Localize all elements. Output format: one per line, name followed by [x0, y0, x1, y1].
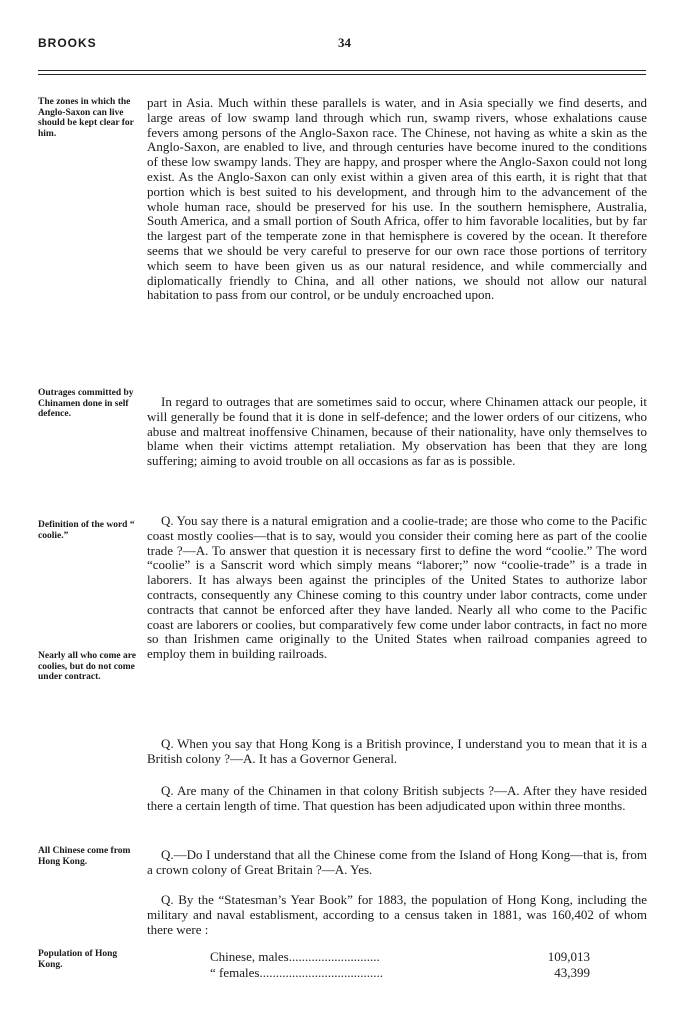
- header-rule-top: [38, 70, 646, 71]
- paragraph-hong-kong-origin: Q.—Do I understand that all the Chinese come from the Island of Hong Kong—that is, from a crown colony of Great Britain ?—A. Yes.: [147, 847, 647, 877]
- population-label: “ females......................................: [210, 965, 383, 980]
- population-value: 109,013: [547, 949, 590, 964]
- paragraph-statesman-year-book: Q. By the “Statesman’s Year Book” for 1883, the population of Hong Kong, including the military and naval establisment, according to a census taken in 1881, was 160,402 of whom there were :: [147, 892, 647, 937]
- paragraph-british-subjects: Q. Are many of the Chinamen in that colony British subjects ?—A. After they have resided there a certain length of time. That question has been adjudicated upon within three months.: [147, 783, 647, 813]
- header-rule-bottom: [38, 74, 646, 75]
- paragraph-british-colony: Q. When you say that Hong Kong is a British province, I understand you to mean that it is a British colony ?—A. It has a Governor General.: [147, 736, 647, 766]
- margin-note-coolie-definition: Definition of the word “ coolie.”: [38, 520, 135, 541]
- running-head: BROOKS: [38, 36, 97, 50]
- population-table: [210, 949, 590, 981]
- paragraph-coolie-trade: Q. You say there is a natural emigration and a coolie-trade; are those who come to the Pacific coast mostly coolies—that is to say, would you consider their coming here as part of the coolie trade ?—A. To answer that question it is necessary first to define the word “coolie.” The word “coolie” is a Sanscrit word which simply means “laborer;” now “coolie-trade” is a trade in laborers. It has always been against the principles of the United States to authorize labor contracts, consequently any Chinese coming to this country under labor contracts, come under contracts that cannot be enforced after they have landed. Nearly all who come to the Pacific coast are laborers or coolies, but comparatively few come under labor contracts, in fact no more so than Irishmen came originally to the United States when railroad companies agreed to employ them in building railroads.: [147, 513, 647, 662]
- margin-note-anglo-saxon-zones: The zones in which the Anglo-Saxon can live should be kept clear for him.: [38, 97, 134, 139]
- population-label: Chinese, males............................: [210, 949, 380, 964]
- page-header: [38, 36, 646, 56]
- paragraph-anglo-saxon: part in Asia. Much within these parallels is water, and in Asia specially we find deserts, and large areas of low swamp land through which run, swamp rivers, whose exhalations cause fevers among persons of the Anglo-Saxon race. The Chinese, not having as white a skin as the Anglo-Saxon, are enabled to live, and through centuries have become inured to the conditions of these low swampy lands. They are happy, and prosper where the Anglo-Saxon could not long exist. As the Anglo-Saxon can only exist within a given area of this earth, it is right that that portion which is best suited to his development, and through him to the advancement of the whole human race, should be preserved for his use. In the southern hemisphere, Australia, South America, and a small portion of South Africa, offer to him favorable localities, but by far the largest part of the temperate zone in that hemisphere is covered by the ocean. It therefore seems that we should be very careful to preserve for our own race those portions of territory which seem to have been given us as our natural residence, and while commercially and diplomatically friendly to China, and all other nations, we should not allow our natural habitation to pass from our control, or be unduly encroached upon.: [147, 95, 647, 303]
- margin-note-hong-kong-population: Population of Hong Kong.: [38, 949, 118, 970]
- table-row: [210, 965, 590, 981]
- table-row: [210, 949, 590, 965]
- margin-note-hong-kong-origin: All Chinese come from Hong Kong.: [38, 846, 131, 867]
- paragraph-outrages: In regard to outrages that are sometimes said to occur, where Chinamen attack our people, it will generally be found that it is done in self-defence; and the lower orders of our citizens, who abuse and maltreat inoffensive Chinamen, because of their nationality, have only themselves to blame when their victims attempt retaliation. My observation has been that they are long suffering; aiming to avoid trouble on all occasions as far as is possible.: [147, 394, 647, 469]
- margin-note-outrages: Outrages committed by Chinamen done in self defence.: [38, 388, 134, 419]
- margin-note-coolies-contract: Nearly all who come are coolies, but do not come under contract.: [38, 651, 136, 682]
- page-number: 34: [338, 35, 351, 50]
- population-value: 43,399: [554, 965, 590, 980]
